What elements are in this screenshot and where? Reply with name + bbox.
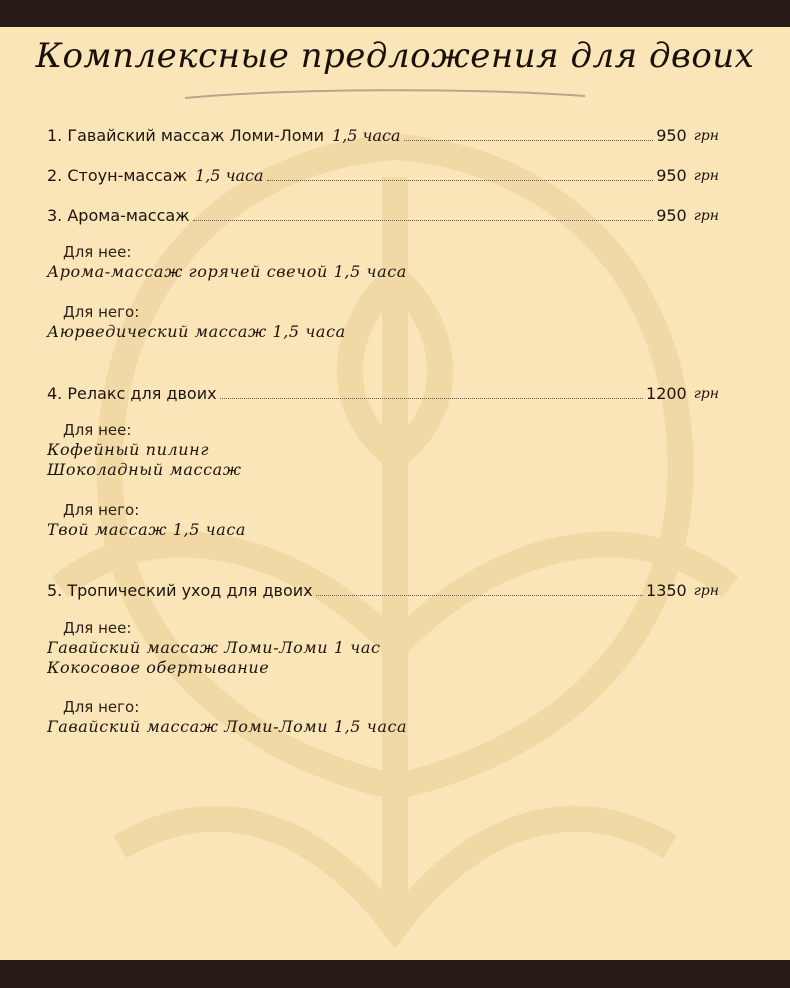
- menu-item-2: [47, 160, 719, 186]
- for-her-label: Для нее:: [63, 421, 132, 439]
- item-price: 950: [656, 126, 687, 145]
- dot-leader: [404, 140, 654, 141]
- item-currency: грн: [693, 583, 719, 599]
- bottom-border-bar: [0, 960, 790, 988]
- menu-item-3: [47, 200, 719, 226]
- dot-leader: [193, 220, 654, 221]
- item-currency: грн: [693, 128, 719, 144]
- item-duration: 1,5 часа: [332, 126, 401, 145]
- for-him-label: Для него:: [63, 303, 140, 321]
- item-name: 5. Тропический уход для двоих: [47, 581, 313, 600]
- for-him-label: Для него:: [63, 501, 140, 519]
- item4-her-detail-1: Кофейный пилинг: [47, 440, 209, 459]
- item4-her-detail-2: Шоколадный массаж: [47, 460, 242, 479]
- item-price: 950: [656, 206, 687, 225]
- menu-item-5: [47, 575, 719, 601]
- item-price: 1200: [646, 384, 687, 403]
- menu-item-4: [47, 378, 719, 404]
- item-name: 3. Арома-массаж: [47, 206, 190, 225]
- page-title: Комплексные предложения для двоих: [35, 36, 755, 76]
- item-currency: грн: [693, 168, 719, 184]
- for-her-label: Для нее:: [63, 243, 132, 261]
- item3-her-detail-1: Арома-массаж горячей свечой 1,5 часа: [47, 262, 407, 281]
- item4-him-detail-1: Твой массаж 1,5 часа: [47, 520, 247, 539]
- top-border-bar: [0, 0, 790, 27]
- item5-him-detail-1: Гавайский массаж Ломи-Ломи 1,5 часа: [47, 717, 408, 736]
- dot-leader: [220, 398, 643, 399]
- dot-leader: [316, 595, 643, 596]
- item-currency: грн: [693, 386, 719, 402]
- item-currency: грн: [693, 208, 719, 224]
- item-name: 2. Стоун-массаж: [47, 166, 188, 185]
- for-her-label: Для нее:: [63, 619, 132, 637]
- title-underline-swash: [175, 84, 595, 104]
- item-name: 1. Гавайский массаж Ломи-Ломи: [47, 126, 325, 145]
- item5-her-detail-1: Гавайский массаж Ломи-Ломи 1 час: [47, 638, 381, 657]
- menu-item-1: [47, 120, 719, 146]
- item-name: 4. Релакс для двоих: [47, 384, 217, 403]
- item3-him-detail-1: Аюрведический массаж 1,5 часа: [47, 322, 346, 341]
- for-him-label: Для него:: [63, 698, 140, 716]
- item-price: 1350: [646, 581, 687, 600]
- dot-leader: [267, 180, 654, 181]
- item-duration: 1,5 часа: [195, 166, 264, 185]
- item-price: 950: [656, 166, 687, 185]
- item5-her-detail-2: Кокосовое обертывание: [47, 658, 270, 677]
